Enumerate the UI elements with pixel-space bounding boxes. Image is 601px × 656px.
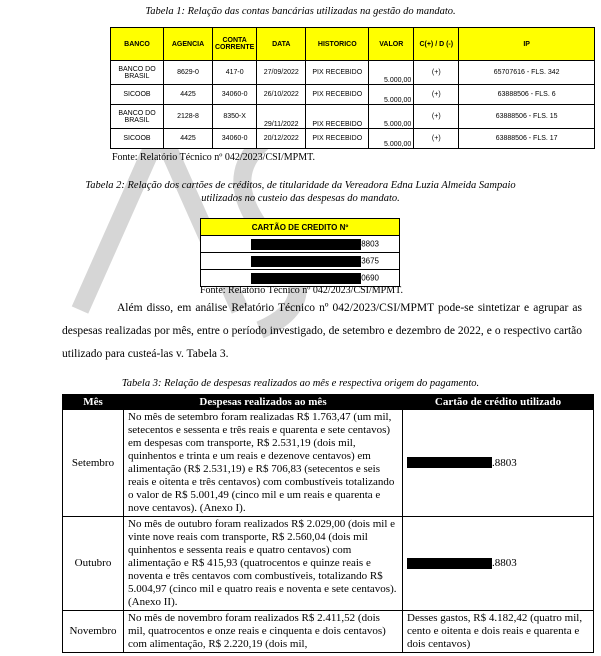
table-row <box>201 236 400 253</box>
table-cell: 65707616 - FLS. 342 <box>459 61 595 85</box>
expense-description-cell: No mês de setembro foram realizadas R$ 1.763,47 (um mil, setecentos e sessenta e três reais e quarenta e sete centavos) em despesas com transporte, R$ 2.531,19 (dois mil, quinhentos e trinta e um reais e dezenove centavos) em alimentação (R$ 2.531,19) e R$ 706,83 (setecentos e seis reais e oitenta e três centavos) com combustíveis totalizando o valor de R$ 5.001,49 (cinco mil e um reais e quarenta e nove centavos). (Anexo I). <box>124 410 403 517</box>
column-header: BANCO <box>111 28 164 61</box>
card-suffix: 8803 <box>361 239 379 249</box>
table-cell: 29/11/2022 <box>257 105 306 129</box>
table-row <box>111 61 595 85</box>
column-header: IP <box>459 28 595 61</box>
table-cell: 34060-0 <box>213 129 257 149</box>
column-header: HISTORICO <box>306 28 369 61</box>
table1-source: Fonte: Relatório Técnico nº 042/2023/CSI/MPMT. <box>112 152 315 163</box>
redaction-bar <box>251 239 361 250</box>
table-cell <box>201 253 400 270</box>
card-cell <box>403 517 594 611</box>
table-cell: 5.000,00 <box>369 61 414 85</box>
month-cell: Novembro <box>63 611 124 653</box>
table-cell: PIX RECEBIDO <box>306 61 369 85</box>
table-cell: 26/10/2022 <box>257 85 306 105</box>
redaction-bar <box>407 457 492 468</box>
table-cell: (+) <box>414 129 459 149</box>
table-row <box>111 85 595 105</box>
table-cell: 20/12/2022 <box>257 129 306 149</box>
table-cell: SICOOB <box>111 129 164 149</box>
redaction-bar <box>251 256 361 267</box>
table-cell: PIX RECEBIDO <box>306 105 369 129</box>
table-row <box>201 270 400 287</box>
table3-caption: Tabela 3: Relação de despesas realizados ao mês e respectiva origem do pagamento. <box>121 378 480 389</box>
column-header: AGENCIA <box>164 28 213 61</box>
table-cell: 63888506 - FLS. 15 <box>459 105 595 129</box>
table-cell: 4425 <box>164 129 213 149</box>
column-header: Cartão de crédito utilizado <box>403 395 594 410</box>
card-suffix: 0690 <box>361 273 379 283</box>
table-row <box>111 105 595 129</box>
table-cell: 34060-0 <box>213 85 257 105</box>
table-row <box>63 517 594 611</box>
table2-source: Fonte: Relatório Técnico nº 042/2023/CSI/MPMT. <box>200 285 403 296</box>
bank-accounts-table <box>110 27 595 149</box>
table-cell: 5.000,00 <box>369 129 414 149</box>
column-header: C(+) / D (-) <box>414 28 459 61</box>
column-header: CONTA CORRENTE <box>213 28 257 61</box>
table-header-row <box>201 219 400 236</box>
redaction-bar <box>407 558 492 569</box>
column-header: Despesas realizados ao mês <box>124 395 403 410</box>
table1-caption: Tabela 1: Relação das contas bancárias utilizadas na gestão do mandato. <box>145 6 456 17</box>
table-cell <box>201 270 400 287</box>
table-cell: 8629-0 <box>164 61 213 85</box>
table-cell: 8350-X <box>213 105 257 129</box>
card-suffix: .8803 <box>492 557 517 569</box>
monthly-expenses-table <box>62 394 594 653</box>
table-cell: (+) <box>414 61 459 85</box>
table-header-row <box>111 28 595 61</box>
redaction-bar <box>251 273 361 284</box>
card-suffix: .8803 <box>492 456 517 469</box>
table-row <box>111 129 595 149</box>
table-cell: BANCO DO BRASIL <box>111 61 164 85</box>
table-cell <box>201 236 400 253</box>
table-row <box>63 611 594 653</box>
table-cell: SICOOB <box>111 85 164 105</box>
table-cell: BANCO DO BRASIL <box>111 105 164 129</box>
expense-description-cell: No mês de outubro foram realizados R$ 2.029,00 (dois mil e vinte nove reais com transporte, R$ 2.560,04 (dois mil quinhentos e sessenta reais e quatro centavos) com alimentação e R$ 415,93 (quatrocentos e quinze reais e noventa e três centavos com combustíveis, totalizando R$ 5.004,97 (cinco mil e quatro reais e noventa e sete centavos). (Anexo II). <box>124 517 403 611</box>
table2-caption-line1: Tabela 2: Relação dos cartões de créditos, de titularidade da Vereadora Edna Luzia Almeida Sampaio <box>85 180 516 191</box>
column-header: VALOR <box>369 28 414 61</box>
table-cell: (+) <box>414 105 459 129</box>
table-cell: 4425 <box>164 85 213 105</box>
table-cell: 2128-8 <box>164 105 213 129</box>
table-cell: (+) <box>414 85 459 105</box>
table-cell: PIX RECEBIDO <box>306 129 369 149</box>
table-cell: 5.000,00 <box>369 105 414 129</box>
table-row <box>201 253 400 270</box>
card-cell <box>403 410 594 517</box>
table-cell: 5.000,00 <box>369 85 414 105</box>
table2-caption-line2: utilizados no custeio das despesas do mandato. <box>201 193 400 204</box>
table-row <box>63 410 594 517</box>
table-cell: 27/09/2022 <box>257 61 306 85</box>
column-header: CARTÃO DE CREDITO Nº <box>201 219 400 236</box>
table-cell: 63888506 - FLS. 17 <box>459 129 595 149</box>
body-paragraph: Além disso, em análise Relatório Técnico nº 042/2023/CSI/MPMT pode-se sintetizar e agrupar as despesas realizadas por mês, entre o período investigado, de setembro e dezembro de 2022, e o respectivo cartão utilizado para custeá-las v. Tabela 3. <box>62 302 582 360</box>
table-cell: 63888506 - FLS. 6 <box>459 85 595 105</box>
table-cell: PIX RECEBIDO <box>306 85 369 105</box>
card-cell: Desses gastos, R$ 4.182,42 (quatro mil, cento e oitenta e dois reais e quarenta e dois centavos) <box>403 611 594 653</box>
table-header-row <box>63 395 594 410</box>
month-cell: Outubro <box>63 517 124 611</box>
credit-cards-table <box>200 218 400 287</box>
column-header: Mês <box>63 395 124 410</box>
expense-description-cell: No mês de novembro foram realizados R$ 2.411,52 (dois mil, quatrocentos e onze reais e cinquenta e dois centavos) com alimentação, R$ 2.220,19 (dois mil, <box>124 611 403 653</box>
column-header: DATA <box>257 28 306 61</box>
table-cell: 417-0 <box>213 61 257 85</box>
month-cell: Setembro <box>63 410 124 517</box>
card-suffix: 3675 <box>361 256 379 266</box>
